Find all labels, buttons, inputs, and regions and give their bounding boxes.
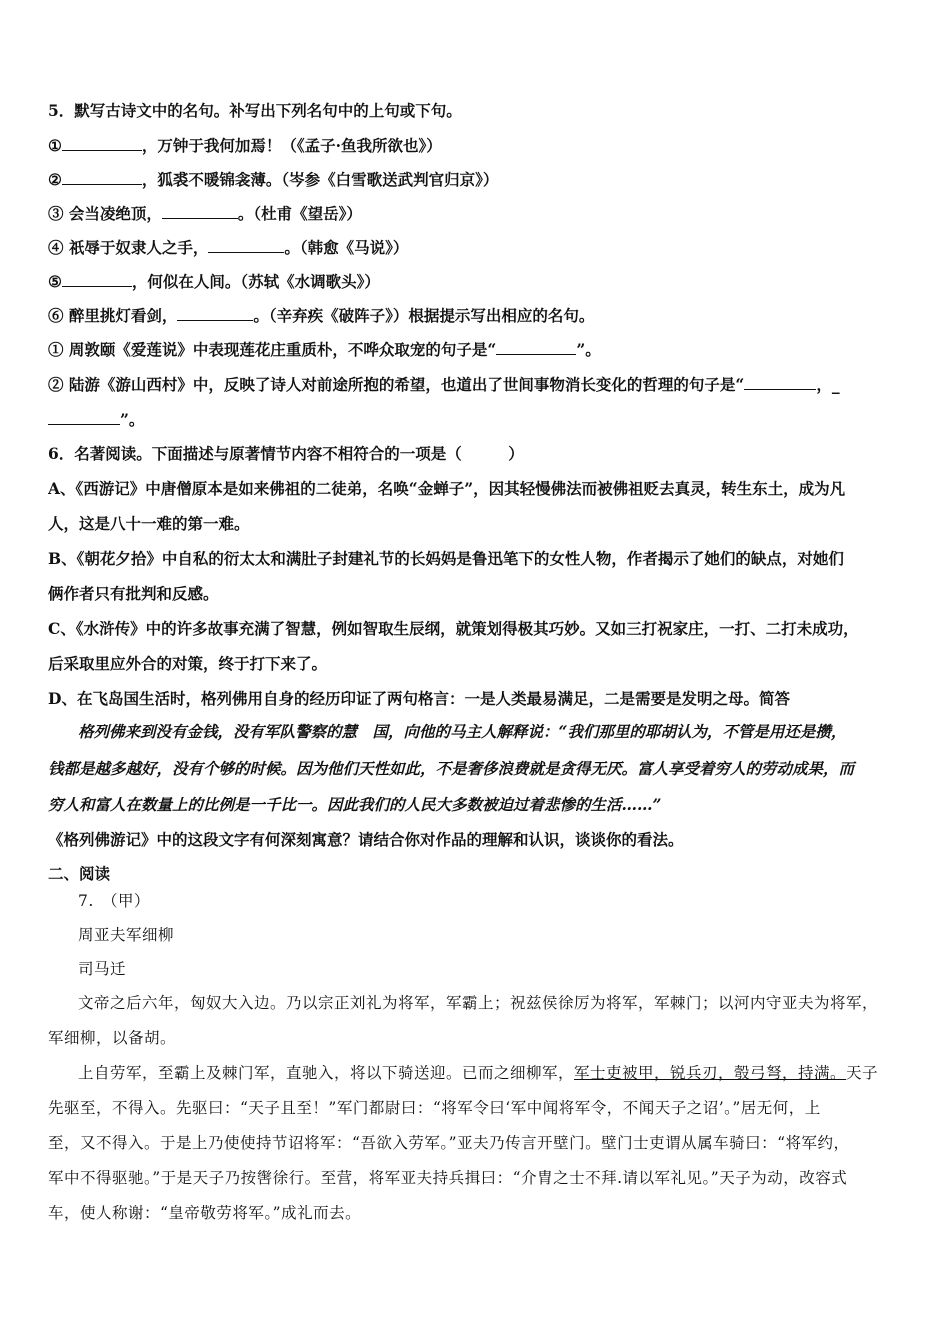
marker-5: ⑤	[48, 272, 62, 291]
q5-line-3	[48, 203, 910, 224]
q6-title: 6．名著阅读。下面描述与原著情节内容不相符合的一项是（ ）	[48, 444, 524, 463]
passage-p2-line-4: 军中不得驱驰。”于是天子乃按辔徐行。至营，将军亚夫持兵揖曰：“介胄之士不拜.请以军礼见。”天子为动，改容式	[48, 1169, 848, 1187]
q6-option-b-2: 俩作者只有批判和反感。	[48, 584, 219, 603]
q5-line-6	[48, 305, 910, 326]
q5-line-8-right: _	[831, 375, 840, 394]
blank-3[interactable]	[162, 203, 238, 219]
passage-p1-line-1: 文帝之后六年，匈奴大入边。乃以宗正刘礼为将军，军霸上；祝兹侯徐厉为将军，军棘门；以河内守亚夫为将军，	[78, 994, 879, 1012]
passage-p2-line-1-a: 上自劳军，至霸上及棘门军，直驰入，将以下骑送迎。已而之细柳军，	[78, 1064, 575, 1082]
passage-title: 周亚夫军细柳	[78, 926, 175, 944]
q5-line-2-text: ，狐裘不暖锦衾薄。（岑参《白雪歌送武判官归京》）	[141, 170, 499, 189]
blank-1[interactable]	[62, 135, 142, 151]
passage-p2-line-2: 先驱至，不得入。先驱曰：“天子且至！”军门都尉曰：“将军令曰‘军中闻将军令，不闻天子之诏’。”居无何，上	[48, 1099, 821, 1117]
q5-line-1-text: ，万钟于我何加焉！（《孟子·鱼我所欲也》）	[141, 136, 442, 155]
q5-line-5	[48, 271, 910, 292]
q5-line-1	[48, 135, 910, 156]
underlined-sentence: 军士吏被甲，锐兵刃，彀弓弩，持满。	[574, 1064, 847, 1082]
blank-7[interactable]	[496, 339, 576, 355]
q5-line-4	[48, 237, 910, 258]
q6-option-a-2: 人，这是八十一难的第一难。	[48, 514, 250, 533]
blank-8b[interactable]	[48, 409, 120, 425]
q5-line-4-right: 。（韩愈《马说》）	[284, 238, 409, 257]
blank-2[interactable]	[62, 169, 142, 185]
blank-4[interactable]	[208, 237, 284, 253]
q5-line-5-text: ，何似在人间。（苏轼《水调歌头》）	[131, 272, 380, 291]
marker-1: ①	[48, 136, 62, 155]
q6-option-a-1: A、《西游记》中唐僧原本是如来佛祖的二徒弟，名唤“金蝉子”，因其轻慢佛法而被佛祖贬去真灵，转生东土，成为凡	[48, 479, 846, 498]
passage-p1-line-2: 军细柳，以备胡。	[48, 1029, 177, 1047]
q5-title: 5．默写古诗文中的名句。补写出下列名句中的上句或下句。	[48, 101, 462, 120]
q5-line-6-right: 。（辛弃疾《破阵子》）根据提示写出相应的名句。	[253, 306, 595, 325]
q5-line-2	[48, 169, 910, 190]
q5-line-9-right: ”。	[120, 410, 145, 429]
passage-p2-line-5: 车，使人称谢：“皇帝敬劳将军。”成礼而去。	[48, 1204, 362, 1222]
q6-option-c-2: 后采取里应外合的对策，终于打下来了。	[48, 654, 328, 673]
excerpt-line-2: 钱都是越多越好，没有个够的时候。因为他们天性如此，不是奢侈浪费就是贪得无厌。富人享受着穷人的劳动成果，而	[48, 759, 855, 778]
q6-option-c-1: C、《水浒传》中的许多故事充满了智慧，例如智取生辰纲，就策划得极其巧妙。又如三打祝家庄，一打、二打未成功，	[48, 619, 859, 638]
q5-line-7-left: ① 周敦颐《爱莲说》中表现莲花庄重质朴，不哗众取宠的句子是“	[48, 340, 497, 359]
q5-line-8-mid: ，	[816, 375, 832, 394]
q5-line-9	[48, 409, 910, 430]
q6-question: 《格列佛游记》中的这段文字有何深刻寓意？请结合你对作品的理解和认识，谈谈你的看法。	[48, 830, 684, 849]
q5-line-8-left: ② 陆游《游山西村》中，反映了诗人对前途所抱的希望，也道出了世间事物消长变化的哲理的句子是“	[48, 375, 745, 394]
q5-line-8	[48, 374, 910, 395]
passage-p2-line-3: 至，又不得入。于是上乃使使持节诏将军：“吾欲入劳军。”亚夫乃传言开壁门。壁门士吏谓从属车骑曰：“将军约，	[48, 1134, 850, 1152]
q7-label: 7. （甲）	[78, 892, 151, 910]
q5-line-7	[48, 339, 910, 360]
blank-5[interactable]	[62, 271, 132, 287]
blank-8a[interactable]	[744, 374, 816, 390]
excerpt-line-1: 格列佛来到没有金钱，没有军队警察的慧 国，向他的马主人解释说：“我们那里的耶胡认为，不管是用还是攒，	[78, 722, 847, 741]
excerpt-line-3: 穷人和富人在数量上的比例是一千比一。因此我们的人民大多数被迫过着悲惨的生活……”	[48, 795, 662, 814]
q5-line-3-right: 。（杜甫《望岳》）	[237, 204, 362, 223]
q5-line-3-left: ③ 会当凌绝顶，	[48, 204, 162, 223]
q6-option-d: D、在飞岛国生活时，格列佛用自身的经历印证了两句格言：一是人类最易满足，二是需要是发明之母。简答	[48, 689, 790, 708]
section-2-title: 二、阅读	[48, 864, 111, 883]
passage-author: 司马迁	[78, 960, 127, 978]
q6-option-b-1: B、《朝花夕拾》中自私的衍太太和满肚子封建礼节的长妈妈是鲁迅笔下的女性人物，作者揭示了她们的缺点，对她们	[48, 549, 844, 568]
passage-p2-line-1	[78, 1063, 910, 1083]
q5-line-7-right: ”。	[576, 340, 601, 359]
q5-line-6-left: ⑥ 醉里挑灯看剑，	[48, 306, 178, 325]
passage-p2-line-1-b: 天子	[846, 1064, 879, 1082]
marker-2: ②	[48, 170, 62, 189]
q5-line-4-left: ④ 祇辱于奴隶人之手，	[48, 238, 209, 257]
blank-6[interactable]	[177, 305, 253, 321]
